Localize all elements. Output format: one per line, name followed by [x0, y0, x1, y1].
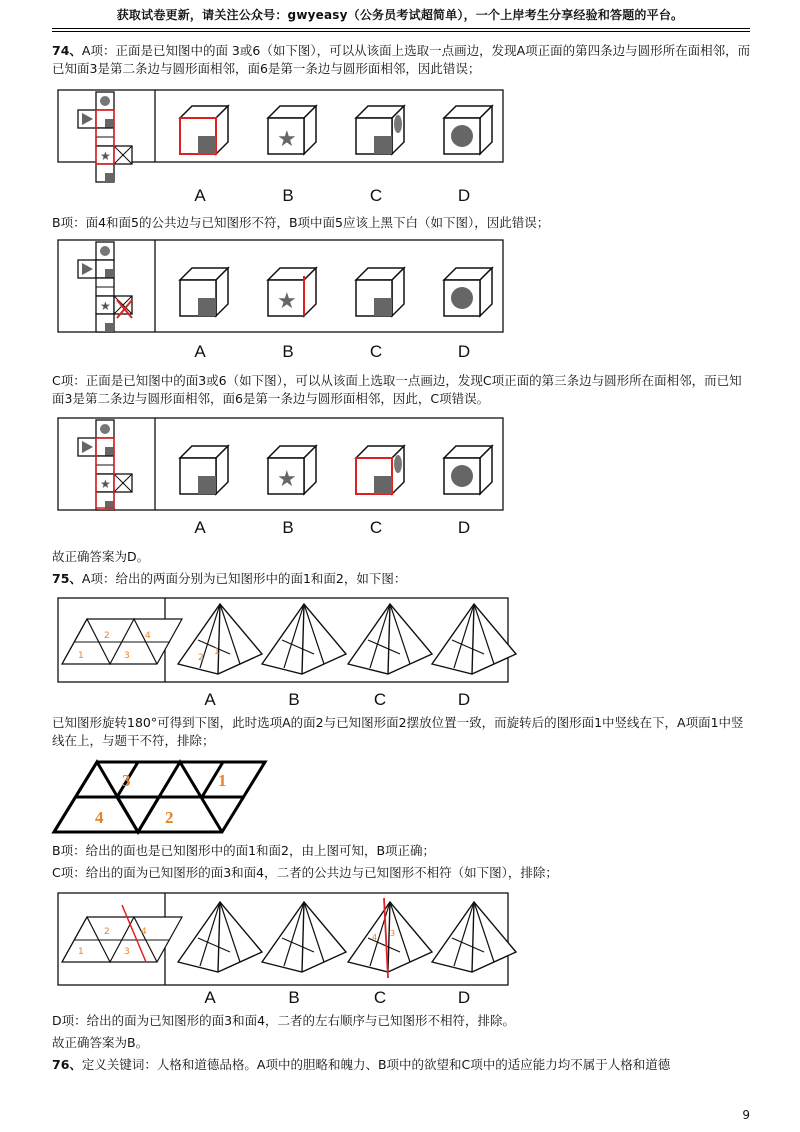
- svg-text:4: 4: [95, 808, 104, 827]
- svg-text:1: 1: [218, 771, 227, 790]
- rotated-net: [54, 762, 265, 832]
- page-number: 9: [742, 1108, 750, 1122]
- q75-option-a-text: 75、A项：给出的两面分别为已知图形中的面1和面2，如下图：: [52, 571, 407, 586]
- fig1-label-a: A: [194, 186, 206, 205]
- svg-text:1: 1: [78, 947, 84, 957]
- q74-option-a-text: 74、A项：正面是已知图中的面 3或6（如下图），可以从该面上选取一点画边，发现A项正面的第四条边与圆形所在面相邻，而已知面3是第二条边与圆形面相邻，面6是第一条边与圆形面相邻，因此错误；: [52, 43, 751, 76]
- q75-option-d-text: D项：给出的面为已知图形的面3和面4，二者的左右顺序与已知图形不相符，排除。: [52, 1013, 516, 1028]
- q76-text: 76、定义关键词：人格和道德品格。A项中的胆略和魄力、B项中的欲望和C项中的适应能力均不属于人格和道德: [52, 1057, 671, 1072]
- fig1-label-b: B: [282, 186, 294, 205]
- q74-option-c-text: C项：正面是已知图中的面3或6（如下图），可以从该面上选取一点画边，发现C项正面的第三条边与圆形所在面相邻，而已知面3是第二条边与圆形面相邻，面6是第一条边与圆形面相邻，因此，C项错误。: [52, 373, 742, 406]
- fig5-label-b: B: [288, 988, 300, 1007]
- svg-text:3: 3: [124, 947, 130, 957]
- q75-answer-text: 故正确答案为B。: [52, 1035, 149, 1050]
- figures-layer: ★ ★ ★ ★ 1 2 3 4 21 3 1 4 2 1 2 3 4 4 3: [0, 0, 800, 1132]
- page-header: 获取试卷更新，请关注公众号：gwyeasy（公务员考试超简单），一个上岸考生分享经验和答题的平台。: [116, 8, 684, 22]
- q74-answer-text: 故正确答案为D。: [52, 549, 150, 564]
- svg-text:3: 3: [122, 771, 131, 790]
- fig1-label-d: D: [457, 186, 471, 205]
- fig5-label-c: C: [373, 988, 387, 1007]
- svg-text:★: ★: [277, 289, 297, 314]
- q75-option-b-text: B项：给出的面也是已知图形中的面1和面2，由上图可知，B项正确；: [52, 843, 436, 858]
- fig4-label-a: A: [204, 690, 216, 709]
- fig5-label-a: A: [204, 988, 216, 1007]
- fig2-label-a: A: [194, 342, 206, 361]
- svg-text:2: 2: [198, 653, 204, 663]
- svg-text:4: 4: [141, 927, 147, 937]
- svg-text:3: 3: [390, 929, 396, 938]
- svg-text:2: 2: [165, 808, 174, 827]
- fig3-label-b: B: [282, 518, 294, 537]
- svg-text:★: ★: [277, 467, 297, 492]
- svg-text:2: 2: [104, 631, 110, 641]
- q76-number: 76、: [52, 1057, 82, 1072]
- q75-rotation-text: 已知图形旋转180°可得到下图，此时选项A的面2与已知图形面2摆放位置一致，而旋转后的图形面1中竖线在下，A项面1中竖线在上，与题干不符，排除；: [52, 715, 744, 748]
- q74-option-b-text: B项：面4和面5的公共边与已知图形不符，B项中面5应该上黑下白（如下图），因此错误；: [52, 215, 550, 230]
- fig3-label-a: A: [194, 518, 206, 537]
- fig2-label-b: B: [282, 342, 294, 361]
- svg-text:★: ★: [277, 127, 297, 152]
- fig4-label-c: C: [373, 690, 387, 709]
- fig4-label-d: D: [457, 690, 471, 709]
- svg-text:2: 2: [104, 927, 110, 937]
- svg-text:3: 3: [124, 651, 130, 661]
- fig3-label-c: C: [369, 518, 383, 537]
- fig1-label-c: C: [369, 186, 383, 205]
- q75-number: 75、: [52, 571, 82, 586]
- svg-text:4: 4: [145, 631, 151, 641]
- fig2-label-c: C: [369, 342, 383, 361]
- q75-option-c-text: C项：给出的面为已知图形的面3和面4，二者的公共边与已知图形不相符（如下图），排除；: [52, 865, 558, 880]
- svg-text:1: 1: [214, 647, 220, 657]
- q74-number: 74、: [52, 43, 82, 58]
- fig2-label-d: D: [457, 342, 471, 361]
- fig4-label-b: B: [288, 690, 300, 709]
- svg-text:1: 1: [78, 651, 84, 661]
- fig5-label-d: D: [457, 988, 471, 1007]
- fig3-label-d: D: [457, 518, 471, 537]
- svg-text:4: 4: [372, 933, 378, 942]
